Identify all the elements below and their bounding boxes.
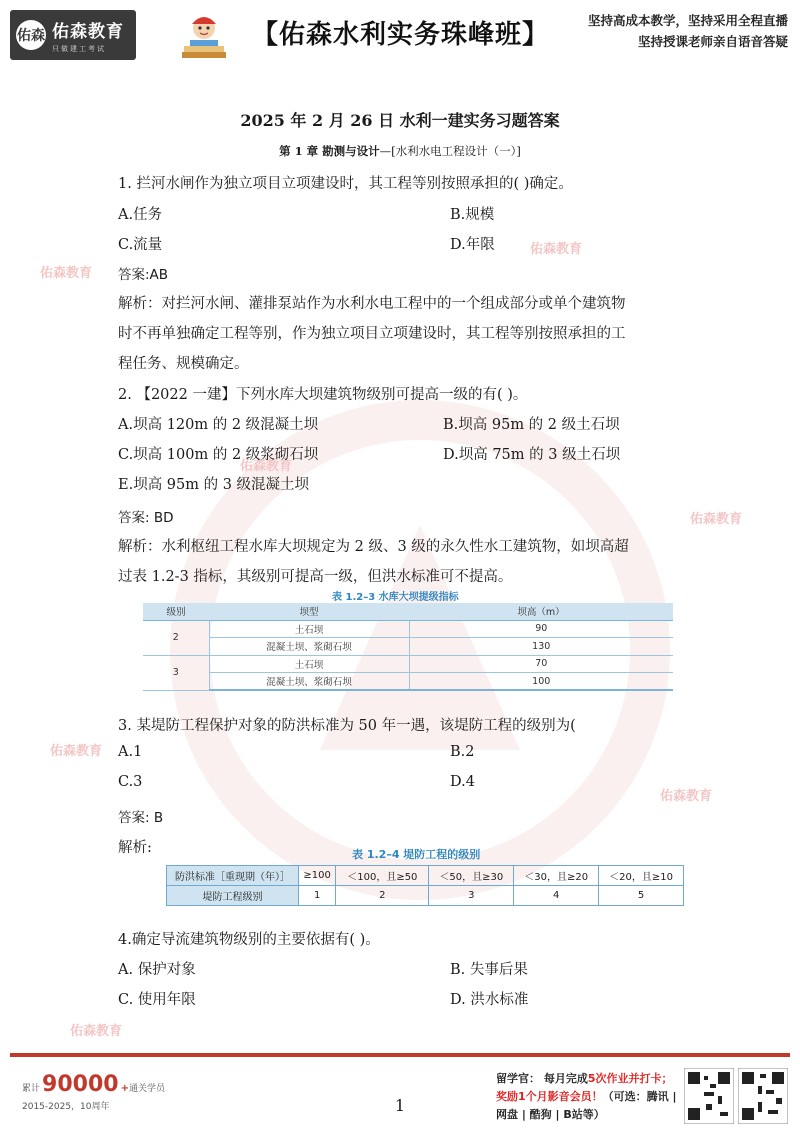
- question-stem: 1. 拦河水闸作为独立项目立项建设时，其工程等别按照承担的( )确定。: [118, 176, 573, 192]
- logo-seal: 佑森: [16, 20, 46, 50]
- table-header-cell: 防洪标准［重现期（年）］: [167, 866, 299, 886]
- watermark-text: 佑森教育: [240, 459, 293, 474]
- table-cell: 混凝土坝、浆砌石坝: [209, 638, 409, 656]
- analysis-text: 解析:: [118, 840, 152, 856]
- option-a: A.任务: [118, 207, 163, 223]
- table-cell: 混凝土坝、浆砌石坝: [209, 673, 409, 691]
- watermark-text: 佑森教育: [530, 242, 583, 257]
- table-cell: ≥100: [299, 866, 336, 886]
- table-caption: 表 1.2–3 水库大坝提级指标: [332, 592, 459, 603]
- option-b: B.2: [450, 744, 475, 760]
- page-header: [0, 0, 800, 68]
- qr-code-icon: [684, 1068, 734, 1124]
- table-row: [143, 673, 673, 691]
- mascot-icon: [176, 8, 232, 62]
- watermark-text: 佑森教育: [40, 266, 93, 281]
- table-cell: 4: [514, 886, 599, 906]
- table-cell: 130: [409, 638, 673, 656]
- table-cell: 70: [409, 655, 673, 673]
- table-cell: 2: [336, 886, 429, 906]
- analysis-text: 过表 1.2-3 指标，其级别可提高一级，但洪水标准可不提高。: [118, 569, 513, 585]
- promo-text: （可选：腾讯 |: [602, 1090, 677, 1103]
- analysis-text: 时不再单独确定工程等别，作为独立项目立项建设时，其工程等别按照承担的工: [118, 326, 626, 342]
- table-cell: 90: [409, 620, 673, 638]
- stats-count: 90000: [42, 1072, 119, 1097]
- watermark-text: 佑森教育: [660, 789, 713, 804]
- question-stem: 3. 某堤防工程保护对象的防洪标准为 50 年一遇，该堤防工程的级别为(: [118, 718, 576, 734]
- logo-name: 佑森教育: [52, 21, 124, 42]
- option-b: B.规模: [450, 207, 495, 223]
- table-cell: 1: [299, 886, 336, 906]
- option-d: D.4: [450, 774, 475, 790]
- table-header-cell: 坝高（m）: [409, 603, 673, 620]
- page-number: 1: [394, 1096, 406, 1115]
- watermark-text: 佑森教育: [50, 744, 103, 759]
- promo-text: 网盘 | 酷狗 | B站等）: [496, 1108, 605, 1121]
- table-row: [143, 638, 673, 656]
- chapter-name: 第 1 章 勘测与设计: [279, 144, 380, 158]
- option-a: A.1: [118, 744, 143, 760]
- stats-years: 2015-2025，10周年: [22, 1102, 110, 1112]
- table-cell: 3: [429, 886, 514, 906]
- table-cell: 3: [143, 655, 209, 690]
- option-d: D. 洪水标准: [450, 992, 529, 1008]
- header-slogans: [588, 10, 788, 52]
- answer: 答案: BD: [118, 510, 174, 526]
- document-title: 2025 年 2 月 26 日 水利一建实务习题答案: [240, 111, 560, 130]
- table-cell: ＜30，且≥20: [514, 866, 599, 886]
- watermark-text: 佑森教育: [70, 1024, 123, 1039]
- option-c: C. 使用年限: [118, 992, 196, 1008]
- footer-promo: [496, 1070, 677, 1124]
- table-header-cell: 坝型: [209, 603, 409, 620]
- stats-prefix: 累计: [22, 1084, 41, 1094]
- analysis-text: 解析：水利枢纽工程水库大坝规定为 2 级、3 级的永久性水工建筑物，如坝高超: [118, 539, 629, 555]
- table-cell: ＜100，且≥50: [336, 866, 429, 886]
- promo-highlight: 奖励1个月影音会员！: [496, 1090, 603, 1103]
- option-d: D.年限: [450, 237, 495, 253]
- table-header-cell: 级别: [143, 603, 209, 620]
- option-b: B.坝高 95m 的 2 级土石坝: [443, 417, 620, 433]
- option-c: C.3: [118, 774, 143, 790]
- analysis-text: 解析：对拦河水闸、灌排泵站作为水利水电工程中的一个组成部分或单个建筑物: [118, 296, 626, 312]
- table-row: [167, 886, 684, 906]
- logo-slogan: 只做建工考试: [52, 44, 106, 53]
- option-a: A.坝高 120m 的 2 级混凝土坝: [118, 417, 319, 433]
- answer: 答案: B: [118, 810, 164, 826]
- promo-text: 留学官： 每月完成: [496, 1072, 588, 1085]
- table-row: [143, 620, 673, 638]
- answer: 答案:AB: [118, 267, 169, 283]
- header-slogan: 坚持高成本教学，坚持采用全程直播: [587, 13, 788, 28]
- table-cell: 土石坝: [209, 620, 409, 638]
- option-c: C.坝高 100m 的 2 级浆砌石坝: [118, 447, 319, 463]
- option-b: B. 失事后果: [450, 962, 528, 978]
- table-header-row: [143, 603, 673, 620]
- levee-grade-table: [166, 865, 684, 906]
- promo-highlight: 5次作业并打卡；: [587, 1072, 673, 1085]
- footer-divider: [10, 1053, 790, 1057]
- header-slogan: 坚持授课老师亲自语音答疑: [637, 34, 788, 49]
- table-row: [167, 866, 684, 886]
- question-stem: 2. 【2022 一建】下列水库大坝建筑物级别可提高一级的有( )。: [118, 387, 528, 403]
- table-row: [143, 655, 673, 673]
- brand-logo: [10, 10, 136, 60]
- table-cell: ＜20，且≥10: [599, 866, 684, 886]
- option-e: E.坝高 95m 的 3 级混凝土坝: [118, 477, 310, 493]
- chapter-section: —[水利水电工程设计（一）]: [379, 144, 521, 158]
- qr-code-icon: [738, 1068, 788, 1124]
- stats-plus: +: [120, 1083, 129, 1094]
- option-c: C.流量: [118, 237, 163, 253]
- table-cell: 土石坝: [209, 655, 409, 673]
- dam-upgrade-table: [143, 603, 673, 691]
- analysis-text: 程任务、规模确定。: [118, 356, 249, 372]
- chapter-heading: [0, 143, 800, 159]
- table-cell: 2: [143, 620, 209, 655]
- option-d: D.坝高 75m 的 3 级土石坝: [443, 447, 621, 463]
- table-cell: ＜50，且≥30: [429, 866, 514, 886]
- table-header-cell: 堤防工程级别: [167, 886, 299, 906]
- table-caption: 表 1.2–4 堤防工程的级别: [352, 848, 481, 861]
- table-cell: 5: [599, 886, 684, 906]
- question-stem: 4.确定导流建筑物级别的主要依据有( )。: [118, 932, 380, 948]
- option-a: A. 保护对象: [118, 962, 196, 978]
- stats-suffix: 通关学员: [128, 1084, 165, 1094]
- header-title: 【佑森水利实务珠峰班】: [252, 20, 550, 50]
- table-cell: 100: [409, 673, 673, 691]
- watermark-text: 佑森教育: [690, 512, 743, 527]
